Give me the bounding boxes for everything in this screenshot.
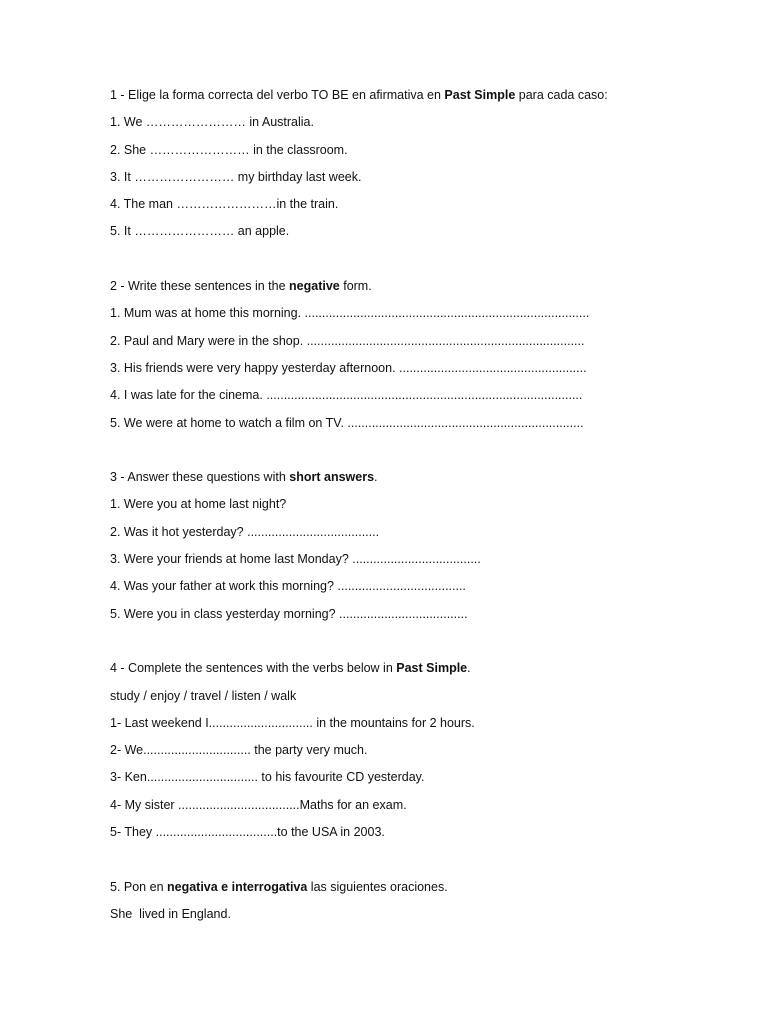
section-3-item: 3. Were your friends at home last Monday? ..................................... [110,552,481,567]
section-3-heading [110,468,730,495]
section-3-item: 2. Was it hot yesterday? ...................................... [110,524,380,539]
section-2-item: 4. I was late for the cinema. ........................................................................................... [110,388,583,403]
section-4-item: 4- My sister ...................................Maths for an exam. [110,797,407,812]
section-2-item: 2. Paul and Mary were in the shop. ................................................................................ [110,333,585,348]
section-4-item: 5- They ...................................to the USA in 2003. [110,825,385,840]
section-3-item: 1. Were you at home last night? [110,497,287,512]
section-1-item: 4. The man ……………………in the train. [110,197,339,212]
section-2-heading-tail: form. [339,279,372,294]
section-spacer [110,250,730,277]
section-1-heading-bold: Past Simple [444,88,516,102]
verb-list: study / enjoy / travel / listen / walk [110,688,297,703]
worksheet [110,86,730,932]
section-1-item: 5. It …………………… an apple. [110,224,290,239]
section-1-item: 2. She …………………… in the classroom. [110,142,348,157]
section-1-heading-tail: para cada caso: [515,88,608,102]
section-2-heading [110,277,730,304]
section-spacer [110,632,730,659]
section-2-item: 5. We were at home to watch a film on TV. .................................................................... [110,415,584,430]
section-spacer [110,850,730,877]
section-1-item: 1. We …………………… in Australia. [110,115,314,130]
section-3-item: 4. Was your father at work this morning? ..................................... [110,579,466,594]
section-1-item: 3. It …………………… my birthday last week. [110,169,362,184]
section-2-heading-text: 2 - Write these sentences in the [110,279,290,294]
section-4-heading-tail: . [467,661,471,676]
section-1-heading [110,86,730,113]
section-3-heading-bold: short answers [289,470,375,485]
section-4-item: 1- Last weekend I.............................. in the mountains for 2 hours. [110,715,475,730]
section-2-heading-bold: negative [289,279,340,294]
section-spacer [110,441,730,468]
section-4-heading [110,659,730,686]
section-3-heading-text: 3 - Answer these questions with [110,470,290,485]
section-2-item: 1. Mum was at home this morning. .................................................................................. [110,306,590,321]
section-4-heading-text: 4 - Complete the sentences with the verbs below in [110,661,397,676]
section-4-item: 2- We............................... the party very much. [110,743,368,758]
section-5-heading-text: 5. Pon en [110,879,167,894]
section-3-item: 5. Were you in class yesterday morning? ..................................... [110,606,468,621]
section-2-item: 3. His friends were very happy yesterday afternoon. ...................................................... [110,360,587,375]
section-4-heading-bold: Past Simple [396,661,468,676]
section-5-heading-bold: negativa e interrogativa [167,879,308,894]
section-4-item: 3- Ken................................ to his favourite CD yesterday. [110,770,425,785]
section-5-heading-tail: las siguientes oraciones. [307,879,448,894]
section-5-item: She lived in England. [110,906,231,921]
section-1-heading-text: 1 - Elige la forma correcta del verbo TO BE en afirmativa en [110,88,445,102]
section-3-heading-tail: . [374,470,378,485]
section-5-heading [110,878,730,905]
